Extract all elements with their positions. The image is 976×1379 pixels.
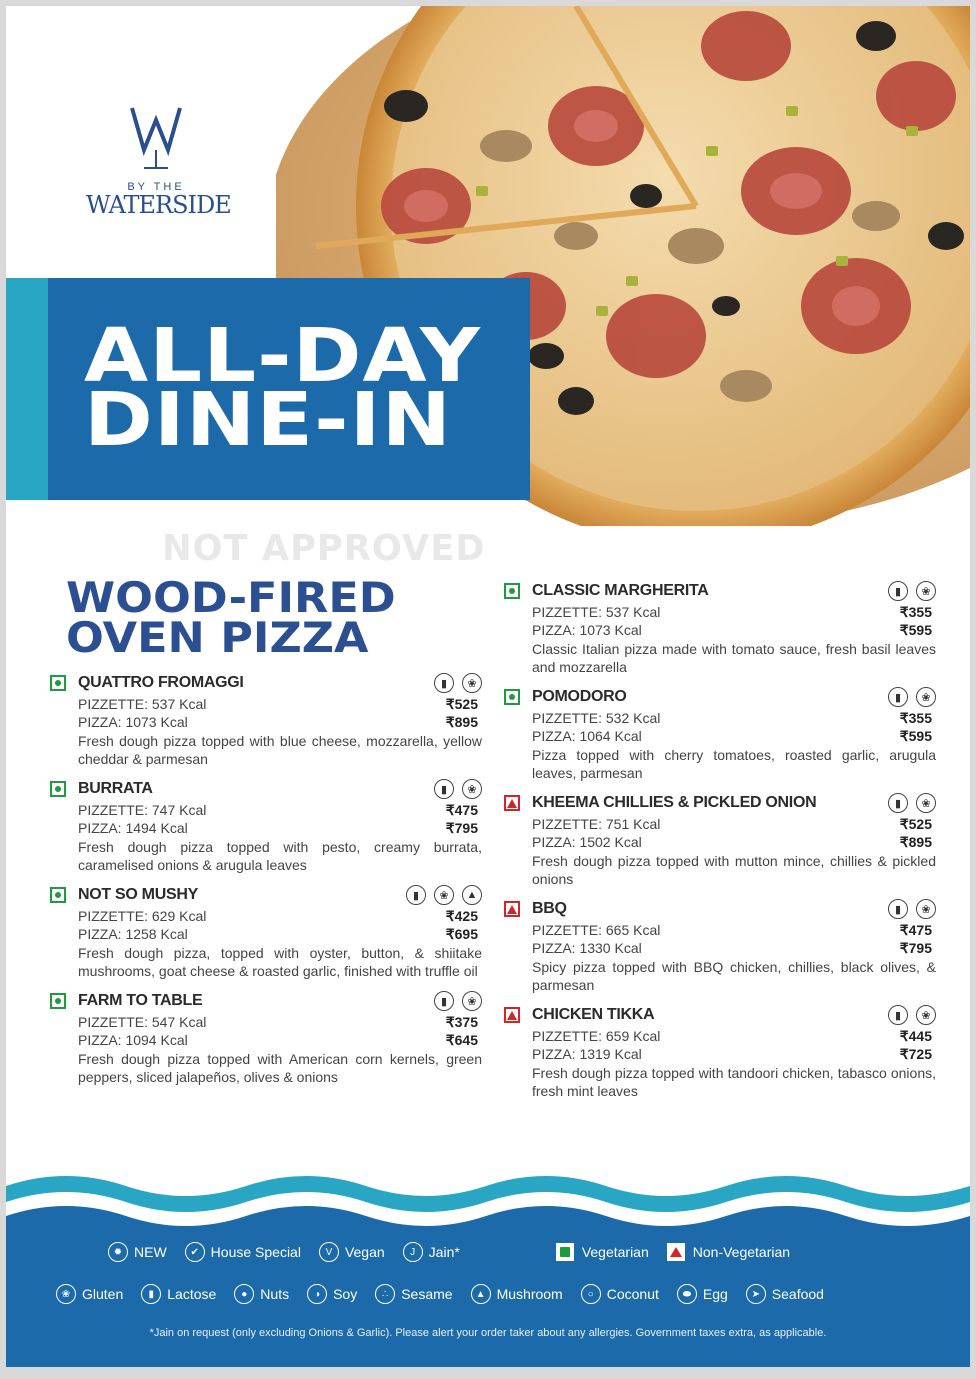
- vegetarian-icon: [50, 887, 66, 903]
- item-description: Pizza topped with cherry tomatoes, roasted garlic, arugula leaves, parmesan: [532, 747, 936, 781]
- pizza-price: ₹895: [899, 834, 932, 850]
- mushroom-icon: ▲: [471, 1284, 491, 1304]
- non-vegetarian-icon: [504, 901, 520, 917]
- pizza-price: ₹795: [445, 820, 478, 836]
- pizzette-price: ₹475: [899, 922, 932, 938]
- legend-jain: Jain*: [428, 1244, 460, 1260]
- pizzette-kcal: 747 Kcal: [151, 802, 207, 818]
- pizzette-label: PIZZETTE:: [78, 1014, 148, 1030]
- item-name: QUATTRO FROMAGGI: [78, 674, 244, 691]
- item-name: FARM TO TABLE: [78, 992, 203, 1009]
- seafood-icon: ➤: [746, 1284, 766, 1304]
- pizza-kcal: 1258 Kcal: [125, 926, 188, 942]
- lactose-icon: ▮: [434, 991, 454, 1011]
- not-approved-stamp: NOT APPROVED: [162, 528, 486, 569]
- lactose-icon: ▮: [888, 687, 908, 707]
- lactose-icon: ▮: [888, 899, 908, 919]
- item-description: Fresh dough pizza topped with blue cheese, mozzarella, yellow cheddar & parmesan: [78, 733, 482, 767]
- gluten-icon: ❀: [916, 581, 936, 601]
- non-vegetarian-icon: [667, 1243, 685, 1261]
- pizza-price: ₹595: [899, 728, 932, 744]
- item-description: Fresh dough pizza, topped with oyster, button, & shiitake mushrooms, goat cheese & roasted garlic, finished with truffle oil: [78, 945, 482, 979]
- lactose-icon: ▮: [141, 1284, 161, 1304]
- item-description: Fresh dough pizza topped with American corn kernels, green peppers, sliced jalapeños, olives & onions: [78, 1051, 482, 1085]
- vegetarian-icon: [504, 583, 520, 599]
- legend-vegetarian: Vegetarian: [581, 1244, 649, 1260]
- coconut-icon: ○: [581, 1284, 601, 1304]
- item-description: Fresh dough pizza topped with tandoori chicken, tabasco onions, fresh mint leaves: [532, 1065, 936, 1099]
- pizza-kcal: 1064 Kcal: [579, 728, 642, 744]
- legend-lactose: Lactose: [167, 1286, 217, 1302]
- logo-name: WATERSIDE: [86, 191, 231, 219]
- pizzette-price: ₹425: [445, 908, 478, 924]
- hero-title: [84, 313, 482, 463]
- legend-non-vegetarian: Non-Vegetarian: [692, 1244, 791, 1260]
- hero-accent-bar: [6, 278, 48, 500]
- pizzette-kcal: 537 Kcal: [605, 604, 661, 620]
- item-name: CHICKEN TIKKA: [532, 1006, 655, 1023]
- gluten-icon: ❀: [434, 885, 454, 905]
- menu-column-right: [504, 582, 936, 1112]
- vegetarian-icon: [504, 689, 520, 705]
- pizza-label: PIZZA:: [532, 1046, 576, 1062]
- pizza-label: PIZZA:: [532, 834, 576, 850]
- menu-item: [50, 780, 482, 874]
- pizzette-price: ₹525: [445, 696, 478, 712]
- pizza-price: ₹725: [899, 1046, 932, 1062]
- menu-item: [504, 688, 936, 782]
- lactose-icon: ▮: [434, 779, 454, 799]
- pizzette-price: ₹475: [445, 802, 478, 818]
- lactose-icon: ▮: [434, 673, 454, 693]
- gluten-icon: ❀: [462, 779, 482, 799]
- item-name: CLASSIC MARGHERITA: [532, 582, 709, 599]
- menu-column-left: [50, 674, 482, 1098]
- pizzette-label: PIZZETTE:: [532, 710, 602, 726]
- hero-title-line2: DINE-IN: [84, 377, 453, 463]
- legend-sesame: Sesame: [401, 1286, 453, 1302]
- vegetarian-icon: [50, 675, 66, 691]
- pizza-kcal: 1502 Kcal: [579, 834, 642, 850]
- pizza-label: PIZZA:: [78, 820, 122, 836]
- new-icon: ✹: [108, 1242, 128, 1262]
- menu-item: [504, 582, 936, 676]
- jain-icon: J: [403, 1242, 423, 1262]
- pizzette-label: PIZZETTE:: [532, 816, 602, 832]
- wine-glass-logo-icon: [130, 104, 182, 172]
- item-description: Fresh dough pizza topped with pesto, creamy burrata, caramelised onions & arugula leaves: [78, 839, 482, 873]
- pizza-kcal: 1073 Kcal: [125, 714, 188, 730]
- gluten-icon: ❀: [916, 1005, 936, 1025]
- pizzette-price: ₹375: [445, 1014, 478, 1030]
- lactose-icon: ▮: [888, 793, 908, 813]
- pizza-label: PIZZA:: [532, 622, 576, 638]
- item-name: POMODORO: [532, 688, 627, 705]
- menu-item: [50, 886, 482, 980]
- gluten-icon: ❀: [462, 673, 482, 693]
- pizzette-label: PIZZETTE:: [532, 922, 602, 938]
- pizza-kcal: 1319 Kcal: [579, 1046, 642, 1062]
- pizzette-label: PIZZETTE:: [532, 1028, 602, 1044]
- pizza-price: ₹695: [445, 926, 478, 942]
- pizza-kcal: 1073 Kcal: [579, 622, 642, 638]
- house-special-icon: ✔: [185, 1242, 205, 1262]
- item-description: Fresh dough pizza topped with mutton mince, chillies & pickled onions: [532, 853, 936, 887]
- menu-item: [504, 1006, 936, 1100]
- pizza-label: PIZZA:: [78, 926, 122, 942]
- section-title-line2: OVEN PIZZA: [66, 613, 369, 662]
- pizzette-kcal: 532 Kcal: [605, 710, 661, 726]
- gluten-icon: ❀: [916, 899, 936, 919]
- vegetarian-icon: [50, 781, 66, 797]
- item-name: BURRATA: [78, 780, 153, 797]
- nuts-icon: ●: [234, 1284, 254, 1304]
- menu-item: [504, 794, 936, 888]
- pizzette-price: ₹525: [899, 816, 932, 832]
- legend-soy: Soy: [333, 1286, 358, 1302]
- pizza-price: ₹595: [899, 622, 932, 638]
- gluten-icon: ❀: [56, 1284, 76, 1304]
- item-name: NOT SO MUSHY: [78, 886, 198, 903]
- footnote: *Jain on request (only excluding Onions & Garlic). Please alert your order taker about any allergies. Government taxes extra, as applicable.: [149, 1327, 827, 1339]
- item-description: Spicy pizza topped with BBQ chicken, chillies, black olives, & parmesan: [532, 959, 936, 993]
- gluten-icon: ❀: [916, 793, 936, 813]
- lactose-icon: ▮: [888, 581, 908, 601]
- pizza-price: ₹795: [899, 940, 932, 956]
- pizzette-label: PIZZETTE:: [78, 908, 148, 924]
- legend-house-special: House Special: [210, 1244, 301, 1260]
- legend-egg: Egg: [702, 1286, 728, 1302]
- mushroom-icon: ▲: [462, 885, 482, 905]
- pizza-price: ₹645: [445, 1032, 478, 1048]
- menu-item: [504, 900, 936, 994]
- item-name: KHEEMA CHILLIES & PICKLED ONION: [532, 794, 817, 811]
- non-vegetarian-icon: [504, 795, 520, 811]
- pizza-kcal: 1330 Kcal: [579, 940, 642, 956]
- lactose-icon: ▮: [888, 1005, 908, 1025]
- menu-page: [6, 6, 970, 1367]
- pizza-label: PIZZA:: [532, 728, 576, 744]
- non-vegetarian-icon: [504, 1007, 520, 1023]
- pizzette-kcal: 547 Kcal: [151, 1014, 207, 1030]
- pizza-kcal: 1494 Kcal: [125, 820, 188, 836]
- pizza-label: PIZZA:: [532, 940, 576, 956]
- hero-title-line1: ALL-DAY: [84, 313, 482, 399]
- egg-icon: ⬬: [677, 1284, 697, 1304]
- sesame-icon: ∴: [375, 1284, 395, 1304]
- logo-by-the: BY THE: [127, 181, 185, 193]
- menu-item: [50, 674, 482, 768]
- legend-nuts: Nuts: [260, 1286, 290, 1302]
- legend-gluten: Gluten: [82, 1286, 124, 1302]
- pizza-price: ₹895: [445, 714, 478, 730]
- pizzette-price: ₹355: [899, 604, 932, 620]
- legend-coconut: Coconut: [606, 1286, 659, 1302]
- gluten-icon: ❀: [916, 687, 936, 707]
- section-title-line1: WOOD-FIRED: [66, 573, 396, 622]
- pizzette-label: PIZZETTE:: [532, 604, 602, 620]
- legend-new: NEW: [134, 1244, 167, 1260]
- pizzette-kcal: 659 Kcal: [605, 1028, 661, 1044]
- menu-item: [50, 992, 482, 1086]
- item-name: BBQ: [532, 900, 567, 917]
- pizzette-label: PIZZETTE:: [78, 696, 148, 712]
- pizzette-kcal: 629 Kcal: [151, 908, 207, 924]
- gluten-icon: ❀: [462, 991, 482, 1011]
- pizzette-price: ₹355: [899, 710, 932, 726]
- item-description: Classic Italian pizza made with tomato sauce, fresh basil leaves and mozzarella: [532, 641, 936, 675]
- vegetarian-icon: [556, 1243, 574, 1261]
- pizzette-kcal: 665 Kcal: [605, 922, 661, 938]
- pizza-kcal: 1094 Kcal: [125, 1032, 188, 1048]
- pizzette-label: PIZZETTE:: [78, 802, 148, 818]
- waterside-logo: [86, 104, 231, 219]
- legend-mushroom: Mushroom: [496, 1286, 563, 1302]
- vegan-icon: V: [319, 1242, 339, 1262]
- pizza-label: PIZZA:: [78, 1032, 122, 1048]
- section-title: [66, 573, 396, 662]
- pizzette-kcal: 537 Kcal: [151, 696, 207, 712]
- pizzette-price: ₹445: [899, 1028, 932, 1044]
- legend-vegan: Vegan: [344, 1244, 385, 1260]
- pizzette-kcal: 751 Kcal: [605, 816, 661, 832]
- soy-icon: ◑: [307, 1284, 327, 1304]
- pizza-label: PIZZA:: [78, 714, 122, 730]
- legend-seafood: Seafood: [771, 1286, 824, 1302]
- vegetarian-icon: [50, 993, 66, 1009]
- lactose-icon: ▮: [406, 885, 426, 905]
